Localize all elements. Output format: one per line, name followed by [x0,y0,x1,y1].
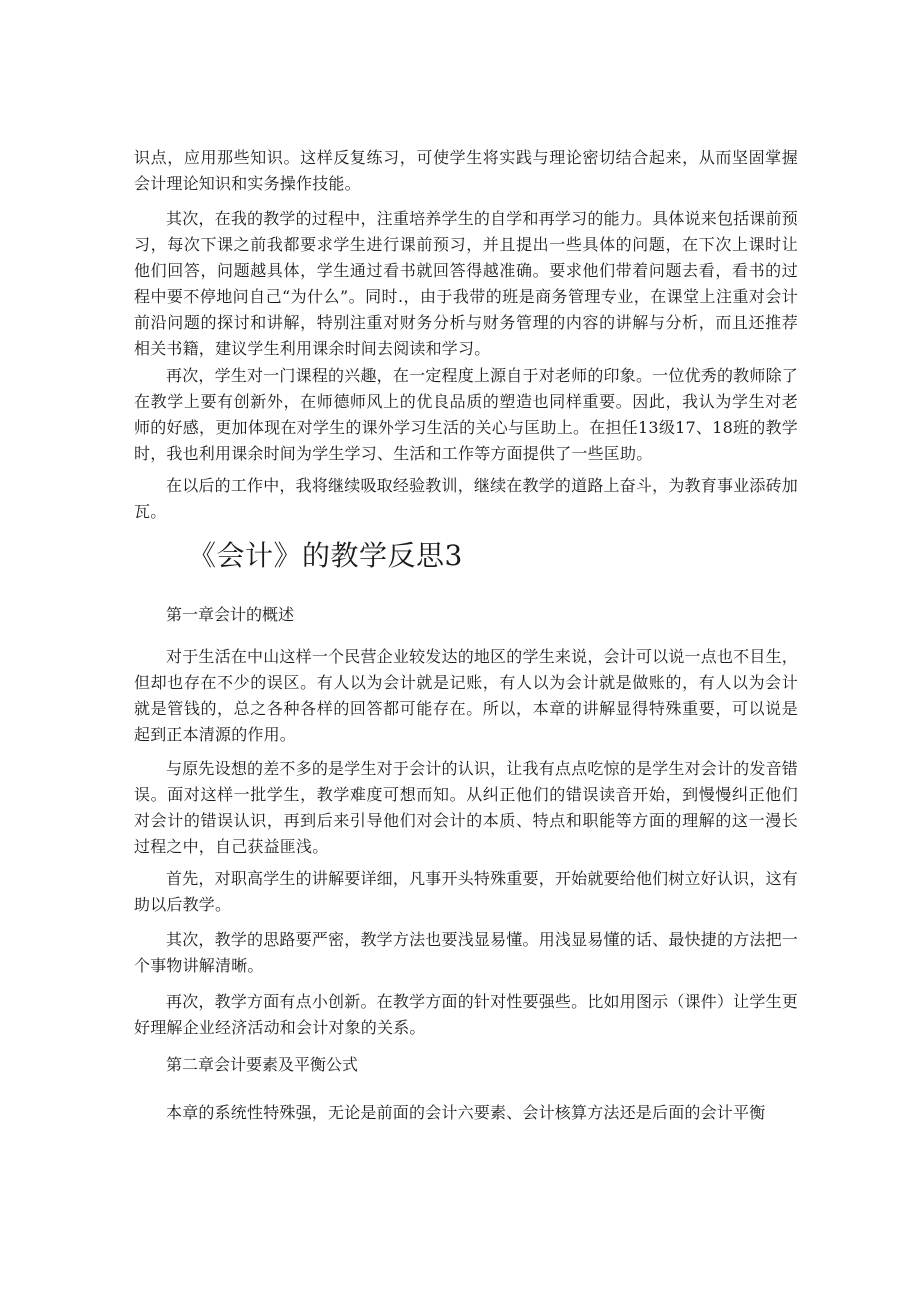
paragraph-chapter1-first: 首先，对职高学生的讲解要详细，凡事开头特殊重要，开始就要给他们树立好认识，这有助以后教学。 [134,869,798,914]
paragraph-future-work: 在以后的工作中，我将继续吸取经验教训，继续在教学的道路上奋斗，为教育事业添砖加瓦。 [134,476,798,521]
paragraph-chapter1-second: 其次，教学的思路要严密，教学方法也要浅显易懂。用浅显易懂的话、最快捷的方法把一个事物讲解清晰。 [134,930,798,975]
paragraph-chapter1-intro: 对于生活在中山这样一个民营企业较发达的地区的学生来说，会计可以说一点也不目生，但却也存在不少的误区。有人以为会计就是记账，有人以为会计就是做账的，有人以为会计就是管钱的，总之各种各样的回答都可能存在。所以，本章的讲解显得特殊重要，可以说是起到正本清源的作用。 [134,647,798,744]
chapter1-title: 第一章会计的概述 [166,605,295,624]
chapter2-title: 第二章会计要素及平衡公式 [166,1055,359,1074]
paragraph-chapter1-pronunciation: 与原先设想的差不多的是学生对于会计的认识，让我有点点吃惊的是学生对会计的发音错误。面对这样一批学生，教学难度可想而知。从纠正他们的错误读音开始，到慢慢纠正他们对会计的错误认识，再到后来引导他们对会计的本质、特点和职能等方面的理解的这一漫长过程之中，自己获益匪浅。 [134,759,798,856]
paragraph-continuation: 识点，应用那些知识。这样反复练习，可使学生将实践与理论密切结合起来，从而坚固掌握会计理论知识和实务操作技能。 [134,148,798,193]
section-title: 《会计》的教学反思3 [188,539,463,572]
paragraph-chapter1-third: 再次，教学方面有点小创新。在教学方面的针对性要强些。比如用图示（课件）让学生更好理解企业经济活动和会计对象的关系。 [134,992,798,1037]
paragraph-self-study: 其次，在我的教学的过程中，注重培养学生的自学和再学习的能力。具体说来包括课前预习，每次下课之前我都要求学生进行课前预习，并且提出一些具体的问题，在下次上课时让他们回答，问题越具体，学生通过看书就回答得越准确。要求他们带着问题去看，看书的过程中要不停地问自己“为什么”。同时.，由于我带的班是商务管理专业，在课堂上注重对会计前沿问题的探讨和讲解，特别注重对财务分析与财务管理的内容的讲解与分析，而且还推荐相关书籍，建议学生利用课余时间去阅读和学习。 [134,209,798,358]
paragraph-teacher-impression: 再次，学生对一门课程的兴趣，在一定程度上源自于对老师的印象。一位优秀的教师除了在教学上要有创新外，在师德师风上的优良品质的塑造也同样重要。因此，我认为学生对老师的好感，更加体现在对学生的课外学习生活的关心与匡助上。在担任13级17、18班的教学时，我也利用课余时间为学生学习、生活和工作等方面提供了一些匡助。 [134,366,798,463]
paragraph-chapter2-intro: 本章的系统性特殊强，无论是前面的会计六要素、会计核算方法还是后面的会计平衡 [166,1103,766,1122]
